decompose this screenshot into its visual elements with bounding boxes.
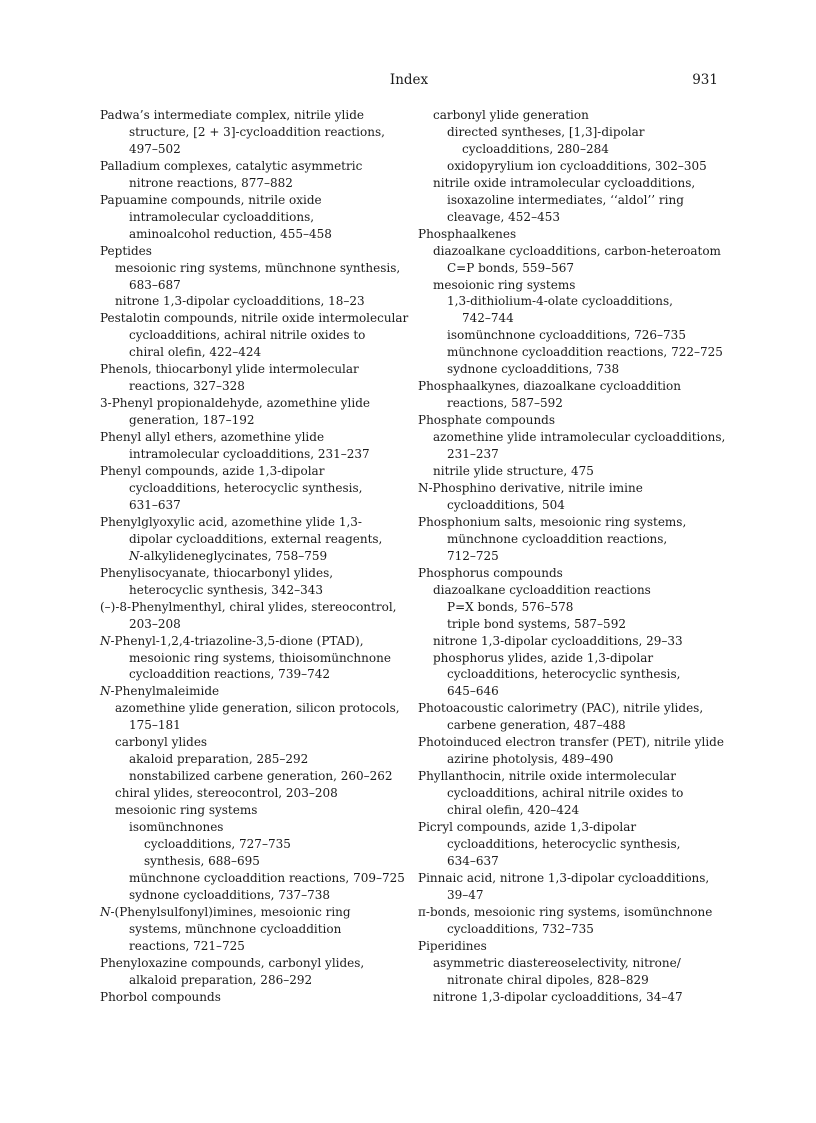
index-entry	[100, 107, 400, 124]
italic-prefix: N	[129, 548, 140, 563]
index-subentry-line	[100, 650, 400, 667]
index-subentry-line	[100, 378, 400, 395]
entry-text: isomünchnone cycloadditions, 726–735	[447, 328, 686, 343]
entry-text: Phenyl compounds, azide 1,3-dipolar	[100, 464, 325, 479]
index-subentry-line	[418, 497, 720, 514]
entry-text: nitrile oxide intramolecular cycloadditions,	[433, 175, 696, 190]
index-subentry-line	[418, 463, 720, 480]
entry-text: Pinnaic acid, nitrone 1,3-dipolar cycloadditions,	[418, 870, 710, 885]
italic-prefix: N	[100, 684, 111, 699]
entry-text: isoxazoline intermediates, ‘‘aldol’’ ring	[447, 192, 684, 207]
index-subentry-line	[418, 209, 720, 226]
index-subentry-line	[100, 921, 400, 938]
entry-text: -(Phenylsulfonyl)imines, mesoionic ring	[110, 904, 351, 919]
index-subentry-line	[418, 633, 720, 650]
index-entry	[100, 633, 400, 650]
entry-text: (–)-8-Phenylmenthyl, chiral ylides, stereocontrol,	[100, 599, 397, 614]
entry-text: diazoalkane cycloadditions, carbon-heteroatom	[433, 243, 721, 258]
index-subentry-line	[418, 124, 720, 141]
entry-text: chiral ylides, stereocontrol, 203–208	[115, 786, 338, 801]
entry-text: münchnone cycloaddition reactions, 722–725	[447, 345, 723, 360]
entry-text: Phenylglyoxylic acid, azomethine ylide 1,3-	[100, 514, 362, 529]
index-subentry-line	[418, 260, 720, 277]
index-subentry-line	[100, 226, 400, 243]
index-column-right	[418, 107, 726, 1006]
index-subentry-line	[418, 141, 720, 158]
index-subentry-line	[418, 802, 720, 819]
index-subentry-line	[100, 768, 400, 785]
index-subentry-line	[100, 819, 400, 836]
index-subentry-line	[418, 717, 720, 734]
italic-prefix: N	[100, 633, 111, 648]
index-subentry-line	[100, 734, 400, 751]
entry-text: oxidopyrylium ion cycloadditions, 302–305	[447, 158, 707, 173]
entry-text: nonstabilized carbene generation, 260–262	[129, 769, 393, 784]
header-title: Index	[389, 72, 429, 88]
index-subentry-line	[100, 141, 400, 158]
index-subentry-line	[100, 277, 400, 294]
index-subentry-line	[100, 666, 400, 683]
entry-text: 3-Phenyl propionaldehyde, azomethine ylide	[100, 396, 371, 411]
index-subentry-line	[418, 683, 720, 700]
index-subentry-line	[418, 836, 720, 853]
entry-text: Piperidines	[418, 938, 487, 953]
index-subentry-line	[418, 599, 720, 616]
entry-text: 175–181	[129, 718, 181, 733]
index-entry	[100, 429, 400, 446]
index-subentry-line	[100, 802, 400, 819]
entry-text: Palladium complexes, catalytic asymmetric	[100, 158, 363, 173]
index-subentry-line	[418, 344, 723, 361]
entry-text: systems, münchnone cycloaddition	[129, 921, 342, 936]
entry-text: diazoalkane cycloaddition reactions	[433, 582, 651, 597]
index-subentry-line	[418, 616, 720, 633]
entry-text: generation, 187–192	[129, 413, 255, 428]
index-subentry-line	[418, 429, 726, 446]
entry-text: 39–47	[447, 887, 484, 902]
index-subentry-line	[100, 870, 405, 887]
entry-text: münchnone cycloaddition reactions, 709–725	[129, 870, 405, 885]
entry-text: 742–744	[462, 311, 514, 326]
running-header	[100, 72, 718, 90]
index-subentry-line	[418, 650, 720, 667]
entry-text: 203–208	[129, 616, 181, 631]
index-subentry-line	[100, 717, 400, 734]
index-entry	[418, 412, 720, 429]
index-entry	[418, 226, 720, 243]
index-subentry-line	[418, 107, 720, 124]
entry-text: reactions, 721–725	[129, 938, 245, 953]
index-subentry-line	[418, 955, 720, 972]
entry-text: sydnone cycloadditions, 738	[447, 362, 620, 377]
index-subentry-line	[418, 989, 720, 1006]
index-entry	[100, 955, 400, 972]
entry-text: mesoionic ring systems, münchnone synthesis,	[115, 260, 401, 275]
entry-text: carbonyl ylide generation	[433, 108, 589, 122]
entry-text: cleavage, 452–453	[447, 209, 560, 224]
entry-text: nitrile ylide structure, 475	[433, 464, 594, 479]
index-subentry-line	[100, 616, 400, 633]
index-subentry-line	[100, 582, 400, 599]
entry-text: cycloadditions, heterocyclic synthesis,	[447, 667, 681, 682]
entry-text: Photoinduced electron transfer (PET), nitrile ylide	[418, 735, 724, 750]
entry-text: C=P bonds, 559–567	[447, 260, 575, 275]
entry-text: Pestalotin compounds, nitrile oxide intermolecular	[100, 311, 409, 326]
entry-text: Phenols, thiocarbonyl ylide intermolecular	[100, 362, 359, 377]
entry-text: Phosphaalkynes, diazoalkane cycloaddition	[418, 379, 681, 394]
index-subentry-line	[418, 310, 720, 327]
entry-text: azomethine ylide generation, silicon protocols,	[115, 701, 400, 716]
entry-text: Phenyl allyl ethers, azomethine ylide	[100, 430, 325, 445]
entry-text: directed syntheses, [1,3]-dipolar	[447, 124, 645, 139]
index-subentry-line	[100, 412, 400, 429]
index-subentry-line	[418, 751, 720, 768]
entry-text: cycloadditions, achiral nitrile oxides to	[129, 328, 366, 343]
index-subentry-line	[100, 446, 400, 463]
index-subentry-line	[418, 192, 720, 209]
index-entry	[100, 565, 400, 582]
entry-text: dipolar cycloadditions, external reagents,	[129, 531, 383, 546]
entry-text: 497–502	[129, 141, 181, 156]
entry-text: structure, [2 + 3]-cycloaddition reactions,	[129, 124, 385, 139]
entry-text: akaloid preparation, 285–292	[129, 752, 309, 767]
index-entry	[418, 904, 720, 921]
entry-text: carbene generation, 487–488	[447, 718, 626, 733]
index-subentry-line	[100, 938, 400, 955]
entry-text: 231–237	[447, 447, 499, 462]
entry-text: triple bond systems, 587–592	[447, 616, 626, 631]
index-subentry-line	[100, 548, 400, 565]
entry-text: -Phenyl-1,2,4-triazoline-3,5-dione (PTAD),	[110, 633, 364, 648]
entry-text: Phenyloxazine compounds, carbonyl ylides,	[100, 955, 365, 970]
entry-text: Photoacoustic calorimetry (PAC), nitrile ylides,	[418, 701, 704, 716]
index-subentry-line	[100, 887, 400, 904]
entry-text: sydnone cycloadditions, 737–738	[129, 887, 331, 902]
index-subentry-line	[100, 700, 400, 717]
entry-text: cycloadditions, heterocyclic synthesis,	[129, 480, 363, 495]
entry-text: heterocyclic synthesis, 342–343	[129, 582, 324, 597]
index-subentry-line	[418, 361, 720, 378]
entry-text: mesoionic ring systems, thioisomünchnone	[129, 650, 391, 665]
entry-text: cycloadditions, 732–735	[447, 921, 594, 936]
entry-text: Phosphate compounds	[418, 413, 556, 428]
index-entry	[418, 565, 720, 582]
index-subentry-line	[418, 666, 720, 683]
entry-text: carbonyl ylides	[115, 735, 208, 750]
index-entry	[418, 700, 720, 717]
entry-text: alkaloid preparation, 286–292	[129, 972, 313, 987]
entry-text: 712–725	[447, 548, 499, 563]
entry-text: nitronate chiral dipoles, 828–829	[447, 972, 649, 987]
index-subentry-line	[418, 785, 720, 802]
entry-text: azomethine ylide intramolecular cycloadditions,	[433, 430, 726, 445]
index-entry	[100, 989, 400, 1006]
entry-text: aminoalcohol reduction, 455–458	[129, 226, 332, 241]
index-subentry-line	[100, 972, 400, 989]
entry-text: mesoionic ring systems	[433, 277, 576, 292]
entry-text: münchnone cycloaddition reactions,	[447, 531, 668, 546]
index-entry	[418, 870, 720, 887]
index-entry	[100, 192, 400, 209]
index-entry	[100, 395, 400, 412]
index-subentry-line	[100, 785, 400, 802]
entry-text: cycloaddition reactions, 739–742	[129, 667, 330, 682]
index-entry	[100, 243, 400, 260]
entry-text: 631–637	[129, 497, 181, 512]
entry-text: -Phenylmaleimide	[110, 684, 220, 699]
index-subentry-line	[418, 243, 720, 260]
index-subentry-line	[418, 853, 720, 870]
entry-text: asymmetric diastereoselectivity, nitrone/	[433, 955, 681, 970]
index-subentry-line	[100, 175, 400, 192]
entry-text: reactions, 587–592	[447, 396, 563, 411]
index-entry	[418, 768, 720, 785]
entry-text: 1,3-dithiolium-4-olate cycloadditions,	[447, 294, 673, 309]
entry-text: nitrone 1,3-dipolar cycloadditions, 29–33	[433, 633, 683, 648]
entry-text: chiral olefin, 420–424	[447, 803, 580, 818]
entry-text: cycloadditions, 504	[447, 497, 565, 512]
index-subentry-line	[418, 531, 720, 548]
index-subentry-line	[418, 277, 720, 294]
index-subentry-line	[100, 327, 400, 344]
index-subentry-line	[418, 395, 720, 412]
entry-text: P=X bonds, 576–578	[447, 599, 574, 614]
index-entry	[418, 819, 720, 836]
entry-text: cycloadditions, 280–284	[462, 141, 609, 156]
index-entry	[100, 463, 400, 480]
italic-prefix: N	[100, 904, 111, 919]
entry-text: mesoionic ring systems	[115, 803, 258, 818]
index-subentry-line	[418, 887, 720, 904]
index-subentry-line	[100, 209, 400, 226]
entry-text: nitrone reactions, 877–882	[129, 175, 293, 190]
entry-text: phosphorus ylides, azide 1,3-dipolar	[433, 650, 654, 665]
index-subentry-line	[100, 124, 400, 141]
entry-text: azirine photolysis, 489–490	[447, 752, 614, 767]
index-entry	[100, 904, 400, 921]
index-subentry-line	[418, 972, 720, 989]
entry-text: Phosphaalkenes	[418, 226, 517, 241]
entry-text: Picryl compounds, azide 1,3-dipolar	[418, 820, 637, 835]
index-subentry-line	[418, 548, 720, 565]
entry-text: intramolecular cycloadditions, 231–237	[129, 447, 370, 462]
index-entry	[418, 514, 720, 531]
index-subentry-line	[418, 175, 720, 192]
entry-text: Phosphorus compounds	[418, 565, 563, 580]
entry-text: N-Phosphino derivative, nitrile imine	[418, 480, 643, 495]
index-entry	[418, 734, 724, 751]
index-subentry-line	[100, 480, 400, 497]
page-number: 931	[692, 72, 718, 88]
index-subentry-line	[100, 836, 400, 853]
index-subentry-line	[418, 582, 720, 599]
index-subentry-line	[100, 293, 400, 310]
index-subentry-line	[418, 158, 720, 175]
index-entry	[100, 514, 400, 531]
entry-text: 634–637	[447, 853, 499, 868]
index-column-left	[100, 107, 409, 1006]
entry-text: cycloadditions, 727–735	[144, 836, 291, 851]
index-subentry-line	[100, 853, 400, 870]
entry-text: Peptides	[100, 243, 152, 258]
entry-text: Padwa’s intermediate complex, nitrile ylide	[100, 108, 364, 122]
index-entry	[100, 310, 409, 327]
index-subentry-line	[418, 327, 720, 344]
entry-text: nitrone 1,3-dipolar cycloadditions, 18–23	[115, 294, 365, 309]
index-entry	[100, 683, 400, 700]
index-entry	[100, 361, 400, 378]
entry-text: chiral olefin, 422–424	[129, 345, 262, 360]
index-subentry-line	[418, 921, 720, 938]
entry-text: cycloadditions, achiral nitrile oxides to	[447, 786, 684, 801]
entry-text: Phorbol compounds	[100, 989, 221, 1004]
entry-text: 683–687	[129, 277, 181, 292]
index-subentry-line	[100, 751, 400, 768]
index-subentry-line	[100, 531, 400, 548]
entry-text: Phenylisocyanate, thiocarbonyl ylides,	[100, 565, 334, 580]
entry-text: Papuamine compounds, nitrile oxide	[100, 192, 322, 207]
index-entry	[100, 158, 400, 175]
index-entry	[418, 378, 720, 395]
entry-text: nitrone 1,3-dipolar cycloadditions, 34–47	[433, 989, 683, 1004]
entry-text: cycloadditions, heterocyclic synthesis,	[447, 836, 681, 851]
index-entry	[418, 938, 720, 955]
index-subentry-line	[418, 446, 720, 463]
entry-text: intramolecular cycloadditions,	[129, 209, 315, 224]
entry-text: reactions, 327–328	[129, 379, 245, 394]
index-subentry-line	[100, 497, 400, 514]
entry-text: Phosphonium salts, mesoionic ring systems,	[418, 514, 687, 529]
index-subentry-line	[418, 293, 720, 310]
index-subentry-line	[100, 344, 400, 361]
entry-text: -alkylideneglycinates, 758–759	[139, 548, 328, 563]
entry-text: synthesis, 688–695	[144, 853, 260, 868]
entry-text: 645–646	[447, 684, 499, 699]
entry-text: isomünchnones	[129, 820, 224, 835]
entry-text: Phyllanthocin, nitrile oxide intermolecular	[418, 769, 676, 784]
index-entry	[418, 480, 720, 497]
entry-text: π-bonds, mesoionic ring systems, isomünchnone	[418, 904, 713, 919]
index-entry	[100, 599, 400, 616]
index-subentry-line	[100, 260, 400, 277]
